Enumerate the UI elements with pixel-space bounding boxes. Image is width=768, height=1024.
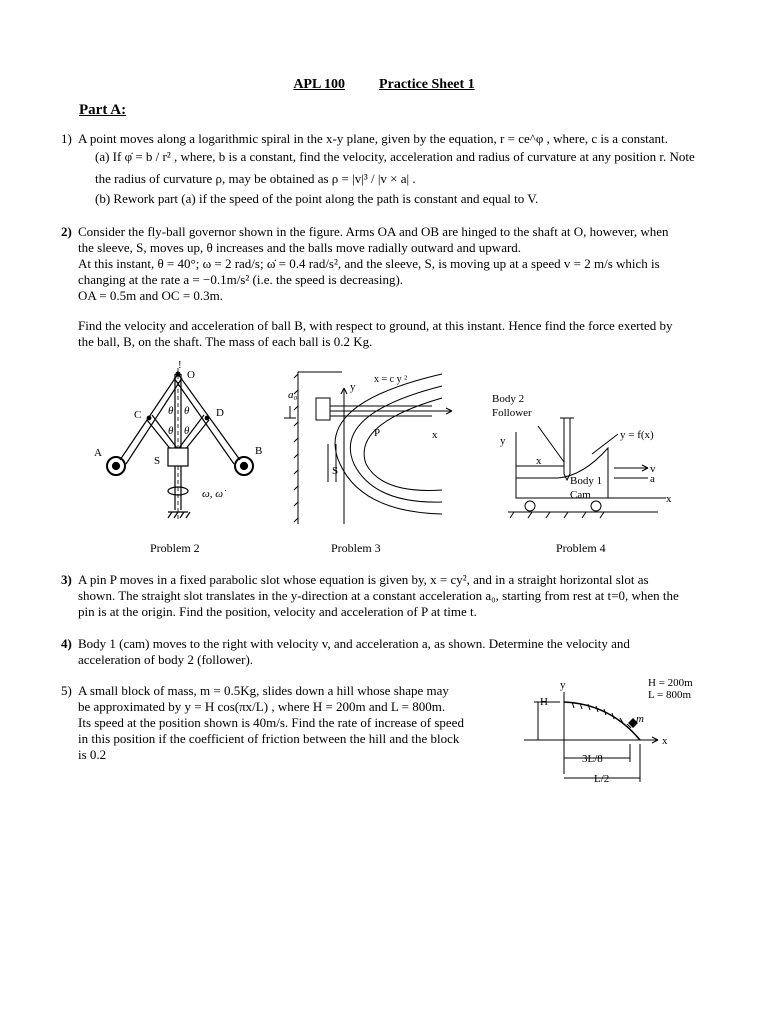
problem-text: is 0.2 <box>78 747 107 762</box>
problem-1 <box>61 131 719 207</box>
label-v: v <box>650 463 656 475</box>
problem-3 <box>61 572 719 620</box>
problem-text: (a) If φ̇ = b / r² , where, b is a constant, find the velocity, acceleration and radius of curvature at any position r. Note <box>95 149 695 164</box>
label-y: y <box>560 679 566 691</box>
label-P: P <box>374 427 381 439</box>
label-bang: ! <box>178 360 182 371</box>
problem-text: A pin P moves in a fixed parabolic slot whose equation is given by, x = cy², and in a straight horizontal slot as <box>78 572 649 587</box>
caption-problem-4: Problem 4 <box>556 541 606 555</box>
problem-5 <box>61 683 491 763</box>
problem-text: Consider the fly-ball governor shown in the figure. Arms OA and OB are hinged to the shaft at O, however, when <box>78 224 669 239</box>
label-omega: ω, ω̇ <box>202 488 224 500</box>
problem-text: in this position if the coefficient of friction between the hill and the block <box>78 731 460 746</box>
label-m: m <box>636 713 644 725</box>
label-follower: Follower <box>492 407 532 419</box>
problem-number: 2) <box>61 224 72 239</box>
problem-2 <box>61 224 719 350</box>
label-a: a <box>650 473 655 485</box>
problem-text: Find the velocity and acceleration of ball B, with respect to ground, at this instant. Hence find the force exerted by <box>78 318 673 333</box>
problem-4 <box>61 636 719 668</box>
label-a0: a₀ <box>288 389 298 401</box>
caption-problem-2: Problem 2 <box>150 541 200 555</box>
problem-text: Body 1 (cam) moves to the right with velocity v, and acceleration a, as shown. Determine the velocity and <box>78 636 630 651</box>
problem-text: the radius of curvature ρ, may be obtained as ρ = |v|³ / |v × a| . <box>95 171 416 186</box>
problem-text: Its speed at the position shown is 40m/s. Find the rate of increase of speed <box>78 715 464 730</box>
problem-text: changing at the rate a = −0.1m/s² (i.e. the speed is decreasing). <box>78 272 404 287</box>
sheet-title <box>0 77 768 93</box>
label-fx: y = f(x) <box>620 429 654 441</box>
problem-text: A point moves along a logarithmic spiral in the x-y plane, given by the equation, r = ce^φ , where, c is a constant. <box>78 131 668 146</box>
problem-text: pin is at the origin. Find the position, velocity and acceleration of P at time t. <box>78 604 477 619</box>
label-C: C <box>134 409 142 421</box>
cam-follower-figure <box>488 388 678 522</box>
label-body1: Body 1 <box>570 475 603 487</box>
problem-number: 4) <box>61 636 72 651</box>
part-heading: Part A: <box>79 102 127 118</box>
problem-text: (b) Rework part (a) if the speed of the point along the path is constant and equal to V. <box>95 191 539 206</box>
problem-text: A small block of mass, m = 0.5Kg, slides down a hill whose shape may <box>78 683 449 698</box>
label-x: x <box>432 429 438 441</box>
problem-number: 3) <box>61 572 72 587</box>
label-theta: θ <box>184 425 190 437</box>
label-cam: Cam <box>570 489 591 501</box>
label-x: x <box>666 493 672 505</box>
flyball-governor-figure <box>92 360 272 532</box>
label-A: A <box>94 447 102 459</box>
caption-problem-3: Problem 3 <box>331 541 381 555</box>
label-L-value: L = 800m <box>648 689 692 701</box>
label-x: x <box>662 735 668 747</box>
problem-number: 5) <box>61 683 72 698</box>
problem-text: At this instant, θ = 40°; ω = 2 rad/s; ω̇ = 0.4 rad/s², and the sleeve, S, is moving up at a speed v = 2 m/s which is <box>78 256 660 271</box>
label-theta: θ <box>168 405 174 417</box>
sheet-name: Practice Sheet 1 <box>379 77 475 92</box>
label-H: H <box>540 696 548 708</box>
label-3L-8: 3L/8 <box>582 753 603 765</box>
label-O: O <box>187 369 195 381</box>
label-theta: θ <box>184 405 190 417</box>
label-y: y <box>500 435 506 447</box>
label-theta: θ <box>168 425 174 437</box>
parabolic-slot-figure <box>282 364 454 532</box>
course-code: APL 100 <box>293 77 346 92</box>
label-H-value: H = 200m <box>648 677 693 689</box>
problem-text: shown. The straight slot translates in the y-direction at a constant acceleration a₀, starting from rest at t=0, when the <box>78 588 679 603</box>
hill-figure <box>520 674 720 794</box>
problem-text: the ball, B, on the shaft. The mass of each ball is 0.2 Kg. <box>78 334 373 349</box>
problem-text: OA = 0.5m and OC = 0.3m. <box>78 288 224 303</box>
label-y: y <box>350 381 356 393</box>
problem-number: 1) <box>61 131 72 146</box>
label-body2: Body 2 <box>492 393 525 405</box>
label-S: S <box>154 455 161 467</box>
label-L-2: L/2 <box>594 773 610 785</box>
label-B: B <box>255 445 263 457</box>
label-parabola-eq: x = c y ² <box>374 374 408 385</box>
label-x-dim: x <box>536 455 542 467</box>
label-S: S <box>332 465 339 477</box>
problem-text: be approximated by y = H cos(πx/L) , where H = 200m and L = 800m. <box>78 699 446 714</box>
problem-text: the sleeve, S, moves up, θ increases and the balls move radially outward and upward. <box>78 240 522 255</box>
problem-text: acceleration of body 2 (follower). <box>78 652 254 667</box>
label-D: D <box>216 407 224 419</box>
